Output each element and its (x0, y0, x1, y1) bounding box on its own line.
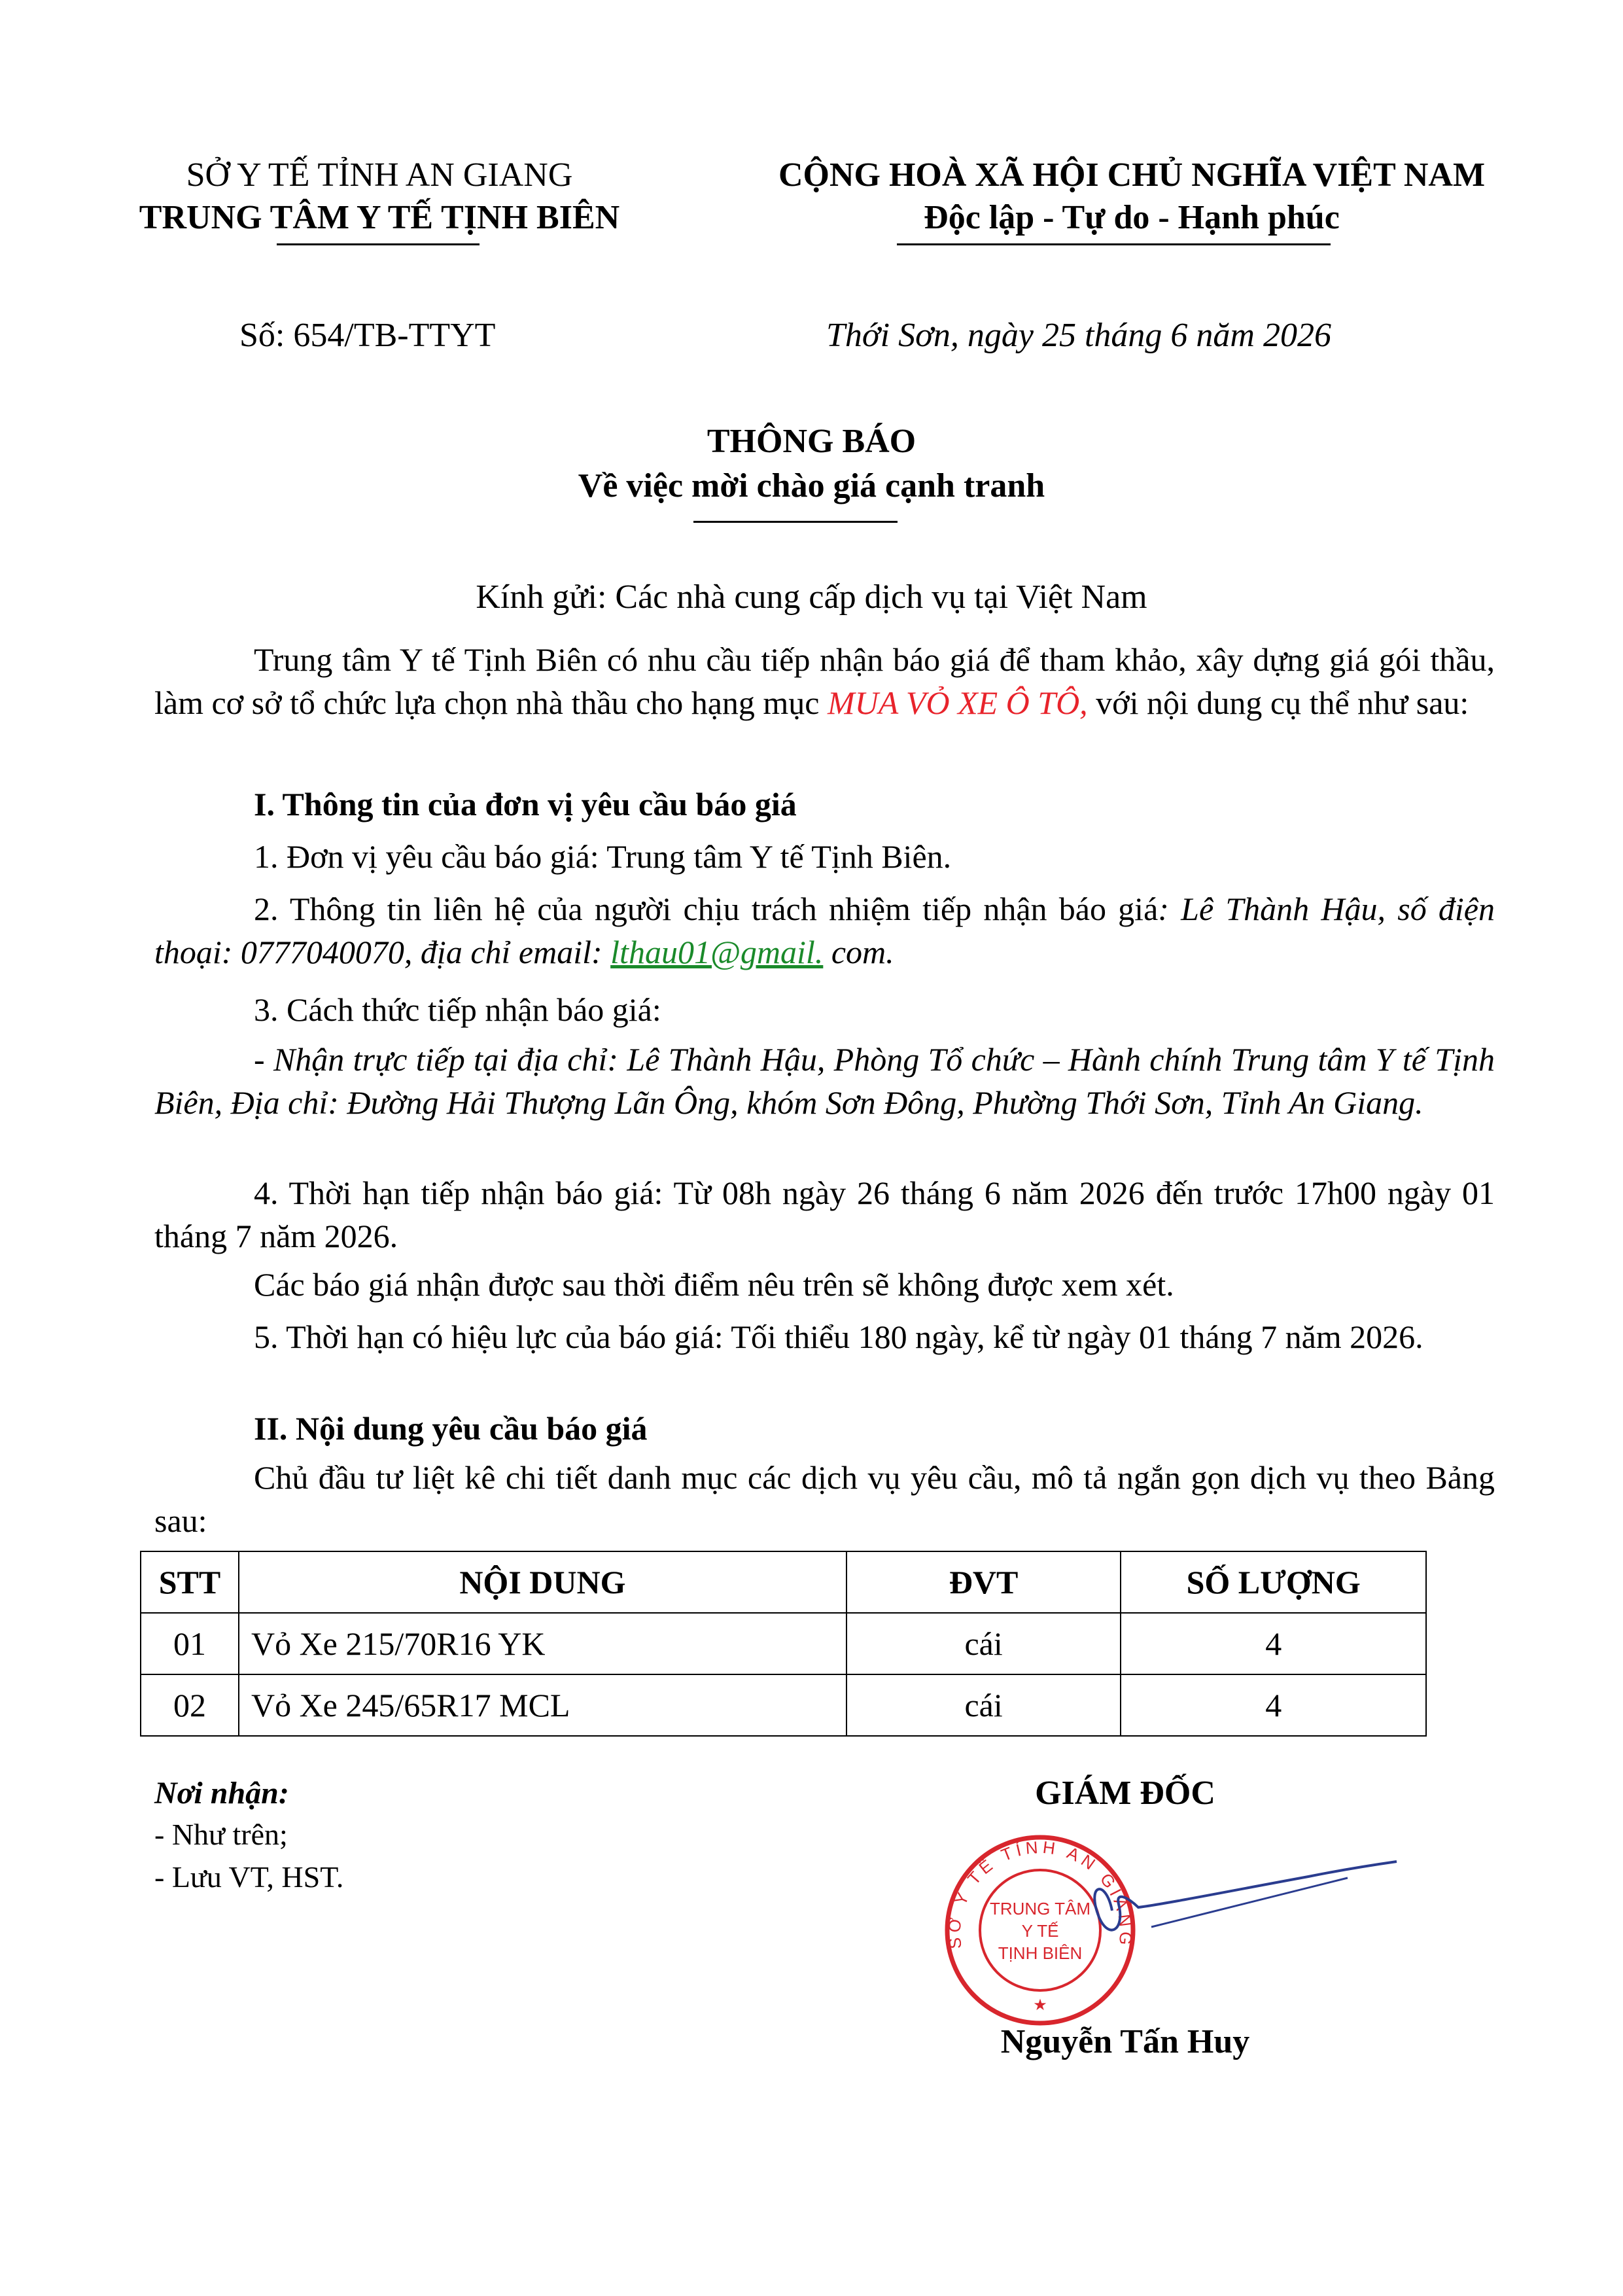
column-header: NỘI DUNG (239, 1551, 846, 1613)
nation-title: CỘNG HOÀ XÃ HỘI CHỦ NGHĨA VIỆT NAM (778, 156, 1486, 194)
section1-item1: 1. Đơn vị yêu cầu báo giá: Trung tâm Y tế Tịnh Biên. (254, 838, 952, 875)
table-cell: Vỏ Xe 215/70R16 YK (239, 1613, 846, 1674)
intro-text: Trung tâm Y tế Tịnh Biên có nhu cầu tiếp nhận báo giá để tham khảo, xây dựng giá gói thầu, làm cơ sở tổ chức lựa chọn nhà thầu cho hạng mục (154, 641, 1495, 721)
svg-text:Y TẾ: Y TẾ (1021, 1921, 1059, 1941)
intro-paragraph (154, 638, 1495, 724)
table-cell: cái (846, 1613, 1121, 1674)
agency-parent: SỞ Y TẾ TỈNH AN GIANG (186, 156, 573, 194)
recipient-line: Kính gửi: Các nhà cung cấp dịch vụ tại Việt Nam (476, 578, 1147, 616)
table-cell: Vỏ Xe 245/65R17 MCL (239, 1674, 846, 1736)
table-header-row (141, 1551, 1426, 1613)
intro-text-end: với nội dung cụ thể như sau: (1087, 684, 1469, 721)
agency-name: TRUNG TÂM Y TẾ TỊNH BIÊN (139, 199, 620, 236)
table-cell: 4 (1121, 1674, 1426, 1736)
svg-text:TRUNG TÂM: TRUNG TÂM (989, 1899, 1091, 1918)
document-number: Số: 654/TB-TTYT (239, 317, 496, 354)
nation-motto: Độc lập - Tự do - Hạnh phúc (924, 199, 1340, 236)
item2-detail: : Lê Thành Hậu, số điện thoại: 0777040070, địa chỉ email: (154, 891, 1495, 970)
section2-heading: II. Nội dung yêu cầu báo giá (254, 1410, 648, 1447)
intro-highlight: MUA VỎ XE Ô TÔ, (828, 684, 1088, 721)
stamp-signature-area (890, 1799, 1426, 2035)
table-cell: 02 (141, 1674, 239, 1736)
svg-text:★: ★ (1033, 1996, 1047, 2014)
section1-item2 (154, 887, 1495, 974)
request-table (140, 1551, 1427, 1737)
item2-email-end: com. (823, 934, 894, 970)
signer-title: GIÁM ĐỐC (1035, 1775, 1215, 1812)
section1-item3-detail: - Nhận trực tiếp tại địa chỉ: Lê Thành Hậu, Phòng Tổ chức – Hành chính Trung tâm Y tế Tịnh Biên, Địa chỉ: Đường Hải Thượng Lãn Ông, khóm Sơn Đông, Phường Thới Sơn, Tỉnh An Giang. (154, 1041, 1495, 1121)
svg-text:SỞ Y TẾ TỈNH AN GIANG: SỞ Y TẾ TỈNH AN GIANG (944, 1837, 1136, 1950)
table-row (141, 1674, 1426, 1736)
table-cell: 01 (141, 1613, 239, 1674)
column-header: STT (141, 1551, 239, 1613)
svg-text:TỊNH BIÊN: TỊNH BIÊN (998, 1943, 1083, 1963)
section1-item5: 5. Thời hạn có hiệu lực của báo giá: Tối thiểu 180 ngày, kể từ ngày 01 tháng 7 năm 2026. (254, 1318, 1423, 1355)
agency-underline (277, 243, 480, 245)
section1-item3: 3. Cách thức tiếp nhận báo giá: (254, 991, 661, 1028)
recipient-item: - Như trên; (154, 1818, 288, 1851)
subject-underline (693, 521, 898, 523)
recipient-item: - Lưu VT, HST. (154, 1860, 344, 1894)
table-cell: cái (846, 1674, 1121, 1736)
email-link[interactable]: lthau01@gmail. (610, 934, 824, 970)
section1-item4-note: Các báo giá nhận được sau thời điểm nêu trên sẽ không được xem xét. (254, 1266, 1174, 1303)
section2-intro: Chủ đầu tư liệt kê chi tiết danh mục các dịch vụ yêu cầu, mô tả ngắn gọn dịch vụ theo Bảng sau: (154, 1459, 1495, 1539)
column-header: SỐ LƯỢNG (1121, 1551, 1426, 1613)
column-header: ĐVT (846, 1551, 1121, 1613)
table-cell: 4 (1121, 1613, 1426, 1674)
table-row (141, 1613, 1426, 1674)
item2-prefix: 2. Thông tin liên hệ của người chịu trách nhiệm tiếp nhận báo giá (254, 891, 1159, 927)
section1-heading: I. Thông tin của đơn vị yêu cầu báo giá (254, 786, 797, 822)
document-subject: Về việc mời chào giá cạnh tranh (578, 467, 1045, 504)
document-title: THÔNG BÁO (707, 423, 916, 460)
official-stamp-icon (890, 1799, 1426, 2035)
motto-underline (897, 243, 1331, 245)
recipients-label: Nơi nhận: (154, 1776, 289, 1810)
place-date: Thới Sơn, ngày 25 tháng 6 năm 2026 (826, 317, 1331, 354)
signer-name: Nguyễn Tấn Huy (1000, 2023, 1250, 2060)
section1-item4: 4. Thời hạn tiếp nhận báo giá: Từ 08h ngày 26 tháng 6 năm 2026 đến trước 17h00 ngày 01 tháng 7 năm 2026. (154, 1174, 1495, 1254)
